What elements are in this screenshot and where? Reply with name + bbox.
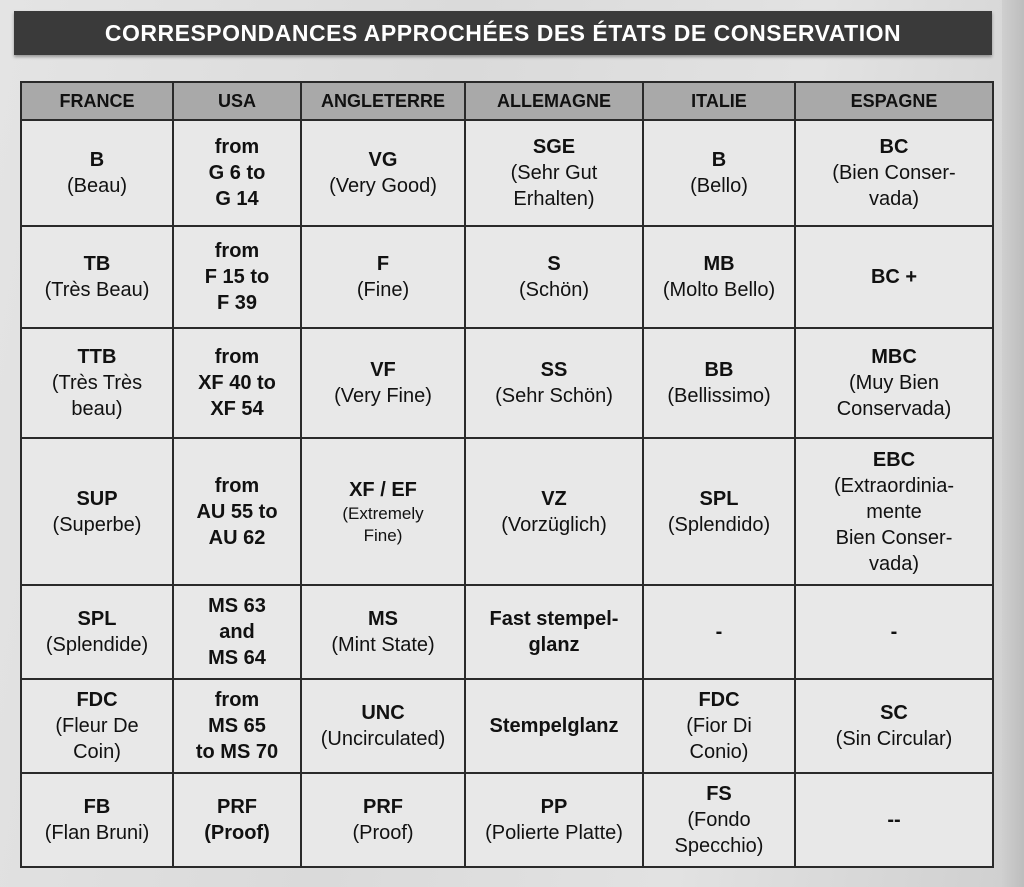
grade-code: PRF [363, 796, 403, 818]
cell-espagne [795, 585, 993, 679]
page-title: CORRESPONDANCES APPROCHÉES DES ÉTATS DE CONSERVATION [104, 19, 902, 46]
table-row [21, 773, 993, 867]
grade-code: SS [540, 359, 568, 381]
grade-name: (Muy Bien Conservada) [836, 372, 952, 420]
cell-angleterre [301, 679, 465, 773]
grade-code: -- [887, 809, 901, 831]
grade-code: Stempelglanz [489, 715, 619, 737]
grade-code: SPL [699, 487, 739, 510]
grade-name: (Very Fine) [334, 385, 432, 407]
cell-france [21, 226, 173, 328]
grade-code: FDC [698, 689, 740, 711]
usa-grade: from AU 55 to AU 62 [196, 474, 278, 549]
grade-code: TB [83, 253, 111, 275]
cell-angleterre [301, 585, 465, 679]
cell-angleterre [301, 438, 465, 585]
cell-usa [173, 438, 301, 585]
grade-name: (Très Très beau) [51, 372, 143, 420]
cell-italie [643, 438, 795, 585]
grade-code: VF [370, 359, 396, 381]
usa-grade: from G 6 to G 14 [208, 136, 266, 210]
grade-code: UNC [361, 702, 405, 724]
column-header-allemagne: ALLEMAGNE [465, 82, 643, 120]
usa-grade: MS 63 and MS 64 [208, 595, 266, 669]
grade-code: MS [368, 608, 398, 630]
grade-code: MBC [871, 346, 917, 368]
cell-espagne [795, 773, 993, 867]
cell-usa [173, 679, 301, 773]
cell-france [21, 438, 173, 585]
table-row [21, 328, 993, 438]
cell-italie [643, 585, 795, 679]
grade-name: (Uncirculated) [320, 728, 446, 750]
cell-espagne [795, 679, 993, 773]
column-header-espagne: ESPAGNE [795, 82, 993, 120]
page-edge [1002, 0, 1024, 887]
cell-usa [173, 120, 301, 226]
cell-usa [173, 773, 301, 867]
cell-angleterre [301, 120, 465, 226]
grade-name: (Beau) [66, 175, 128, 197]
grade-code: FDC [76, 689, 118, 711]
grade-code: FS [706, 783, 732, 805]
grade-code: EBC [872, 448, 916, 471]
grade-code: VG [368, 149, 398, 171]
grade-name: (Bellissimo) [667, 385, 771, 407]
grade-code: - [890, 621, 898, 643]
grade-name: (Sehr Schön) [495, 385, 613, 407]
cell-angleterre [301, 226, 465, 328]
grade-code: B [711, 149, 727, 171]
cell-allemagne [465, 585, 643, 679]
cell-france [21, 328, 173, 438]
cell-espagne [795, 328, 993, 438]
grade-name: (Splendido) [667, 513, 771, 536]
grade-name: (Flan Bruni) [44, 822, 150, 844]
grade-code: MB [703, 253, 735, 275]
cell-allemagne [465, 226, 643, 328]
cell-usa [173, 328, 301, 438]
grade-name: (Fine) [356, 279, 410, 301]
grade-code: BB [704, 359, 734, 381]
cell-france [21, 585, 173, 679]
cell-angleterre [301, 328, 465, 438]
grade-name: (Fior Di Conio) [686, 715, 752, 763]
usa-grade: PRF (Proof) [204, 796, 270, 844]
grade-name: (Superbe) [52, 513, 142, 536]
grade-name: (Proof) [352, 822, 414, 844]
cell-allemagne [465, 679, 643, 773]
cell-italie [643, 773, 795, 867]
cell-france [21, 120, 173, 226]
usa-grade: from XF 40 to XF 54 [198, 346, 276, 420]
grade-code: FB [83, 796, 111, 818]
table-row [21, 585, 993, 679]
grade-name: (Très Beau) [44, 279, 150, 301]
column-header-france: FRANCE [21, 82, 173, 120]
table-row [21, 226, 993, 328]
grade-name: (Bien Conser- vada) [832, 162, 956, 210]
grade-name: (Molto Bello) [662, 279, 776, 301]
title-banner [14, 11, 992, 55]
grade-name: (Schön) [518, 279, 590, 301]
cell-espagne [795, 120, 993, 226]
table-row [21, 438, 993, 585]
cell-allemagne [465, 438, 643, 585]
header-row [21, 82, 993, 120]
grade-name: (Sehr Gut Erhalten) [510, 162, 598, 210]
cell-espagne [795, 438, 993, 585]
grade-name: (Splendide) [45, 634, 149, 656]
grade-code: XF / EF [349, 478, 417, 501]
cell-italie [643, 226, 795, 328]
cell-usa [173, 226, 301, 328]
grade-name: (Extraordinia- mente Bien Conser- vada) [833, 474, 955, 575]
grade-code: - [715, 621, 723, 643]
grade-name: (Vorzüglich) [501, 513, 607, 536]
cell-france [21, 679, 173, 773]
grade-code: SGE [532, 136, 576, 158]
grade-name: (Fleur De Coin) [55, 715, 139, 763]
column-header-angleterre: ANGLETERRE [301, 82, 465, 120]
grade-name: (Sin Circular) [835, 728, 953, 750]
grade-code: Fast stempel- glanz [489, 608, 619, 656]
cell-italie [643, 120, 795, 226]
cell-espagne [795, 226, 993, 328]
cell-france [21, 773, 173, 867]
grade-code: TTB [77, 346, 117, 368]
grade-code: VZ [541, 487, 567, 510]
grade-name: (Fondo Specchio) [674, 809, 764, 857]
usa-grade: from F 15 to F 39 [204, 240, 270, 314]
column-header-usa: USA [173, 82, 301, 120]
conservation-table [20, 81, 994, 868]
table-row [21, 679, 993, 773]
grade-code: SUP [76, 487, 118, 510]
cell-allemagne [465, 773, 643, 867]
cell-allemagne [465, 328, 643, 438]
grade-name: (Polierte Platte) [485, 822, 623, 844]
grade-code: BC [879, 136, 909, 158]
cell-italie [643, 328, 795, 438]
cell-italie [643, 679, 795, 773]
grade-code: B [89, 149, 105, 171]
cell-angleterre [301, 773, 465, 867]
grade-name: (Very Good) [329, 175, 437, 197]
usa-grade: from MS 65 to MS 70 [195, 689, 279, 763]
grade-name: (Bello) [690, 175, 748, 197]
grade-code: SC [880, 702, 908, 724]
grade-code: SPL [77, 608, 117, 630]
grade-code: S [547, 253, 561, 275]
grade-name: (Mint State) [331, 634, 435, 656]
cell-allemagne [465, 120, 643, 226]
grade-code: PP [540, 796, 568, 818]
table-row [21, 120, 993, 226]
cell-usa [173, 585, 301, 679]
grade-code: F [376, 253, 390, 275]
grade-code: BC + [870, 266, 918, 288]
grade-name: (Extremely Fine) [342, 503, 424, 545]
column-header-italie: ITALIE [643, 82, 795, 120]
